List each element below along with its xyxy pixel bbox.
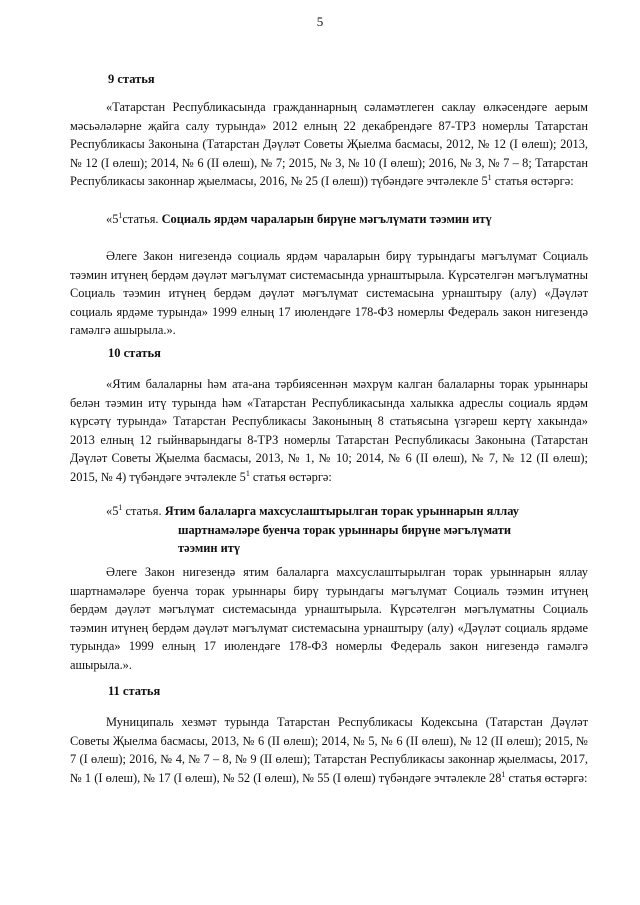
article-11-intro-text: Муниципаль хезмәт турында Татарстан Республикасы Кодексына (Татарстан Дәүләт Советы Җыелма басмасы, 2013, № 6 (II өлеш); 2014, № 5, № 6 (II өлеш), № 12 (II өлеш); 2015, № 7 (I өлеш); 2016, № 4, № 7 – 8, № 9 (II өлеш); Татарстан Республикасы законнар җыелмасы, 2017, № 1 (I өлеш), № 17 (I өлеш), № 52 (I өлеш), № 55 (I өлеш) түбәндәге эчтәлекле 28 [70,715,588,785]
quote-open: «5 [106,504,119,518]
article-9-intro-text: «Татарстан Республикасында гражданнарның сәламәтлеген саклау өлкәсендәге аерым мәсьәләләрне җайга салу турында» 2012 елның 22 декабрендәге 87-ТРЗ номерлы Татарстан Республикасы Законына (Татарстан Дәүләт Советы Җыелма басмасы, 2012, № 12 (I өлеш); 2013, № 12 (I өлеш); 2014, № 6 (II өлеш), № 7; 2015, № 3, № 10 (I өлеш); 2016, № 3, № 7 – 8; Татарстан Республикасы законнар җыелмасы, 2016, № 25 (I өлеш)) түбәндәге эчтәлекле 5 [70,100,588,189]
article-9-new-article-title [106,210,588,229]
article-10-intro [70,375,588,487]
quote-sup: 1 [118,502,123,512]
article-9-heading: 9 статья [108,72,155,86]
article-9-intro [70,98,588,191]
quote-title-line-1: Ятим балаларга махсуслаштырылган торак урыннарын яллау [164,504,519,518]
article-11-intro-tail: статья өстәргә: [505,770,588,785]
article-10-body [70,563,588,675]
article-11-intro [70,713,588,787]
article-10-new-article-title [106,502,588,558]
article-10-intro-tail: статья өстәргә: [249,469,332,484]
article-9-body-text: Әлеге Закон нигезендә социаль ярдәм чараларын бирү турындагы мәгълүмат Социаль тәэмин итүнең бердәм дәүләт мәгълүмат системасында урнаштырыла. Күрсәтелгән мәгълүматны Социаль тәэмин итүнең бердәм дәүләт мәгълүмат системасына урнаштыру (алу) «Дәүләт социаль ярдәме турында» 1999 елның 17 июлендәге 178-ФЗ номерлы Федераль закон нигезендә гамәлгә ашырыла.». [70,249,588,338]
quote-title: Социаль ярдәм чараларын бирүне мәгълүмати тәэмин итү [161,212,492,226]
article-10-heading: 10 статья [108,346,161,360]
quote-title-line-3: тәэмин итү [178,541,241,556]
quote-open: «5 [106,212,119,226]
article-10-intro-sup: 1 [245,468,250,478]
quote-text: статья. [122,504,165,518]
article-9-intro-tail: статья өстәргә: [491,174,574,189]
article-10-body-text: Әлеге Закон нигезендә ятим балаларга махсуслаштырылган торак урыннарын яллау шартнамәләре буенча торак урыннары бирү турындагы мәгълүмат Социаль тәэмин итүнең бердәм дәүләт мәгълүмат системасында урнаштырыла. Күрсәтелгән мәгълүматны Социаль тәэмин итүнең бердәм дәүләт мәгълүмат системасына урнаштыру (алу) «Дәүләт социаль ярдәме турында» 1999 елның 17 июлендәге 178-ФЗ номерлы Федераль закон нигезендә гамәлгә ашырыла.». [70,565,588,672]
page-number: 5 [316,14,324,29]
article-11-heading: 11 статья [108,684,161,698]
article-9-body [70,247,588,340]
quote-title-line-2: шартнамәләре буенча торак урыннары бирүне мәгълүмати [178,522,512,537]
quote-sup: 1 [118,210,123,220]
quote-text: статья. [122,212,162,226]
article-10-intro-text: «Ятим балаларны һәм ата-ана тәрбиясеннән мәхрүм калган балаларны торак урыннары белән тәэмин итү турында һәм «Татарстан Республикасында халыкка адреслы социаль ярдәм күрсәтү турында» Татарстан Республикасы Законының 8 статьясына үзгәреш кертү хакында» 2013 елның 12 гыйнварындагы 8-ТРЗ номерлы Татарстан Республикасы Законына (Татарстан Дәүләт Советы Җыелма басмасы, 2013, № 1, № 10; 2014, № 6 (II өлеш), № 7, № 12 (II өлеш); 2015, № 4) түбәндәге эчтәлекле 5 [70,377,588,484]
article-11-intro-sup: 1 [501,769,506,779]
article-9-intro-sup: 1 [487,173,492,183]
